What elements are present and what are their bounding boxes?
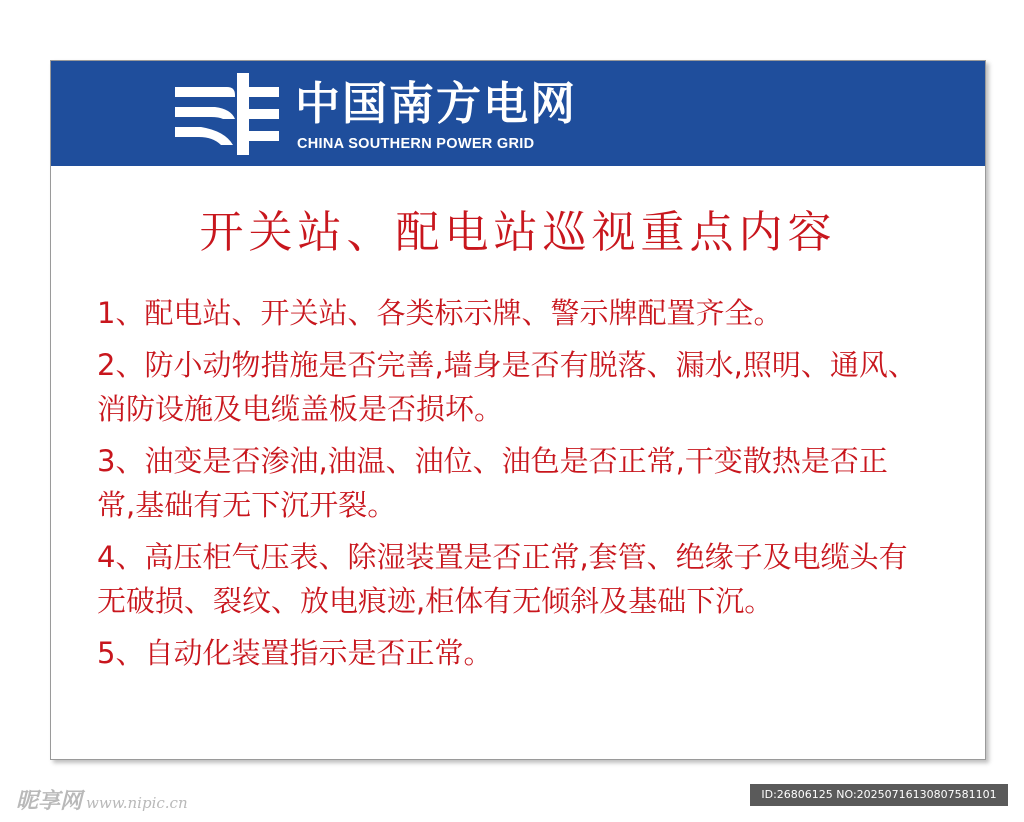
list-item: 3、油变是否渗油,油温、油位、油色是否正常,干变散热是否正常,基础有无下沉开裂。	[97, 444, 888, 522]
watermark-brand-name: 昵享网	[16, 788, 83, 814]
list-item: 4、高压柜气压表、除湿装置是否正常,套管、绝缘子及电缆头有无破损、裂纹、放电痕迹,柜体有无倾斜及基础下沉。	[97, 540, 908, 618]
header-banner	[51, 61, 985, 166]
logo-chinese-name: 中国南方电网	[295, 77, 578, 130]
list-item: 2、防小动物措施是否完善,墙身是否有脱落、漏水,照明、通风、消防设施及电缆盖板是否损坏。	[97, 348, 917, 426]
sign-board	[50, 60, 986, 760]
sign-title: 开关站、配电站巡视重点内容	[199, 207, 837, 258]
list-item: 1、配电站、开关站、各类标示牌、警示牌配置齐全。	[97, 296, 783, 330]
watermark-url: www.nipic.cn	[86, 794, 188, 812]
watermark-id: ID:26806125 NO:20250716130807581101	[750, 784, 1008, 806]
inspection-list	[97, 291, 917, 683]
watermark-brand	[16, 784, 188, 815]
list-item: 5、自动化装置指示是否正常。	[97, 636, 493, 670]
china-southern-power-grid-logo-icon	[175, 73, 285, 155]
logo-english-name: CHINA SOUTHERN POWER GRID	[297, 136, 535, 152]
